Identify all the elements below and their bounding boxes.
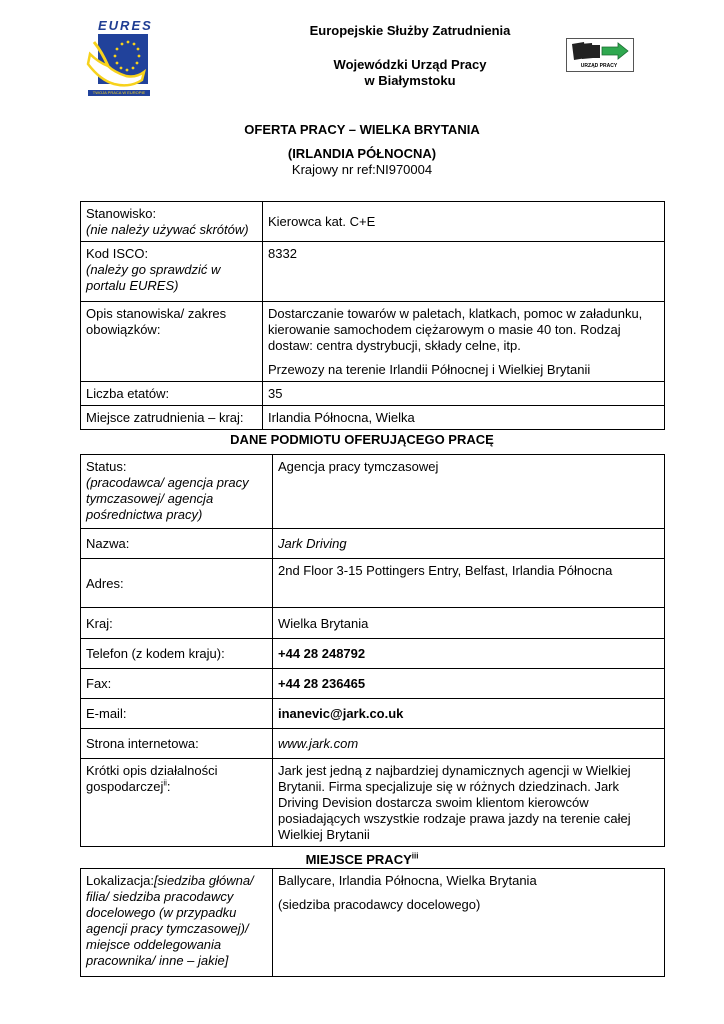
duties-value: Dostarczanie towarów w paletach, klatkach, pomoc w załadunku, kierowanie samochodem ciężarowym o masie 40 ton. Rodzaj dostaw: centra dystrybucji, składy celne, itp. <box>268 306 643 353</box>
eures-logo <box>84 18 156 96</box>
workplace-section-title-wrap <box>0 852 724 867</box>
table-row <box>81 382 665 406</box>
table-row <box>81 608 665 639</box>
web-label: Strona internetowa: <box>81 729 273 759</box>
fax-value: +44 28 236465 <box>273 669 665 699</box>
desc-value: Jark jest jedną z najbardziej dynamicznych agencji w Wielkiej Brytanii. Firma specjalizuje się w różnych dziedzinach. Jark Driving Devision dostarcza swoim klientom kierowców posiadających wszystkie rodzaje prawa jazdy na terenie całej Wielkiej Brytanii <box>273 759 665 847</box>
position-label: Stanowisko: <box>86 206 157 221</box>
table-row <box>81 302 665 382</box>
table-row <box>81 699 665 729</box>
table-row <box>81 729 665 759</box>
isco-note: (należy go sprawdzić w portalu EURES) <box>86 262 221 293</box>
status-note: (pracodawca/ agencja pracy tymczasowej/ agencja pośrednictwa pracy) <box>86 475 249 522</box>
urzad-pracy-logo-text: URZĄD PRACY <box>580 63 618 69</box>
table-row <box>81 669 665 699</box>
place-value: Irlandia Północna, Wielka <box>263 406 665 430</box>
email-value: inanevic@jark.co.uk <box>273 699 665 729</box>
org-name-line3: w Białymstoku <box>364 73 456 88</box>
web-value: www.jark.com <box>273 729 665 759</box>
email-label: E-mail: <box>81 699 273 729</box>
location-note: [siedziba główna/ filia/ siedziba pracodawcy docelowego (w przypadku agencji pracy tymczasowej)/ miejsce oddelegowania pracownika/ inne – jakie] <box>86 873 254 968</box>
phone-value: +44 28 248792 <box>273 639 665 669</box>
table-row <box>81 559 665 608</box>
table-row <box>81 406 665 430</box>
position-note: (nie należy używać skrótów) <box>86 222 249 237</box>
desc-label-cell <box>81 759 273 847</box>
duties-value-cell <box>263 302 665 382</box>
employer-table <box>80 454 665 847</box>
duties-label: Opis stanowiska/ zakres obowiązków: <box>81 302 263 382</box>
employer-section-title: DANE PODMIOTU OFERUJĄCEGO PRACĘ <box>230 432 494 447</box>
workplace-section-title: MIEJSCE PRACY <box>305 852 412 867</box>
country-value: Wielka Brytania <box>273 608 665 639</box>
fax-label: Fax: <box>81 669 273 699</box>
status-value: Agencja pracy tymczasowej <box>273 455 665 529</box>
place-label: Miejsce zatrudnienia – kraj: <box>81 406 263 430</box>
isco-label-cell <box>81 242 263 302</box>
name-label: Nazwa: <box>81 529 273 559</box>
offer-table <box>80 201 665 430</box>
isco-value: 8332 <box>263 242 665 302</box>
table-row <box>81 242 665 302</box>
name-value: Jark Driving <box>273 529 665 559</box>
address-label: Adres: <box>81 559 273 608</box>
desc-label-colon: : <box>166 779 171 794</box>
duties-value-extra: Przewozy na terenie Irlandii Północnej i Wielkiej Brytanii <box>268 362 591 377</box>
position-label-cell <box>81 202 263 242</box>
workplace-table <box>80 868 665 977</box>
offer-title: OFERTA PRACY – WIELKA BRYTANIA <box>244 122 480 137</box>
desc-label: Krótki opis działalności gospodarczej <box>86 763 218 794</box>
address-value: 2nd Floor 3-15 Pottingers Entry, Belfast, Irlandia Północna <box>273 559 665 608</box>
isco-label: Kod ISCO: <box>86 246 149 261</box>
table-row <box>81 869 665 977</box>
desc-footnote-mark: ii <box>163 778 167 788</box>
location-value-cell <box>273 869 665 977</box>
location-label: Lokalizacja: <box>86 873 154 888</box>
table-row <box>81 639 665 669</box>
eures-logo-text: EURES <box>98 18 153 33</box>
country-label: Kraj: <box>81 608 273 639</box>
table-row <box>81 202 665 242</box>
offer-reference: Krajowy nr ref:NI970004 <box>291 162 433 177</box>
jobs-label: Liczba etatów: <box>81 382 263 406</box>
jobs-value: 35 <box>263 382 665 406</box>
position-value: Kierowca kat. C+E <box>263 202 665 242</box>
phone-label: Telefon (z kodem kraju): <box>81 639 273 669</box>
table-row <box>81 455 665 529</box>
status-label: Status: <box>86 459 127 474</box>
org-name-line1: Europejskie Służby Zatrudnienia <box>309 23 511 38</box>
eures-tagline: TWOJA PRACA W EUROPIE <box>92 90 146 95</box>
offer-subtitle: (IRLANDIA PÓŁNOCNA) <box>287 146 437 161</box>
table-row <box>81 529 665 559</box>
location-value: Ballycare, Irlandia Północna, Wielka Brytania <box>278 873 537 888</box>
hand-icon <box>84 32 156 90</box>
workplace-footnote-mark: iii <box>411 851 419 861</box>
location-label-cell <box>81 869 273 977</box>
eures-tagline-strip <box>88 90 150 96</box>
status-label-cell <box>81 455 273 529</box>
table-row <box>81 759 665 847</box>
location-value-note: (siedziba pracodawcy docelowego) <box>278 897 481 912</box>
org-name-line2: Wojewódzki Urząd Pracy <box>333 57 487 72</box>
